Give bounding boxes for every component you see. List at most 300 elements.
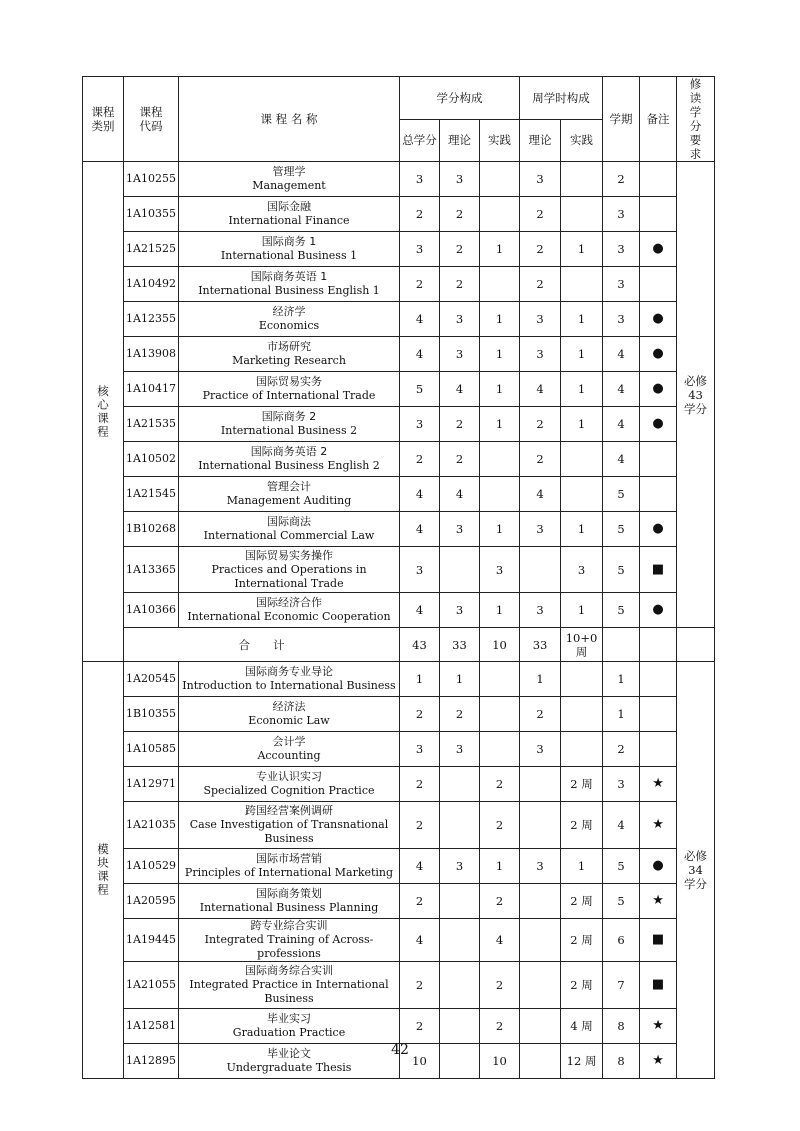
course-name-cell: [179, 884, 400, 919]
course-code: 1A10529: [124, 849, 179, 884]
table-row: [83, 302, 715, 337]
weekly-hours-practice: 1: [561, 232, 603, 267]
total-note-empty: [640, 628, 677, 662]
course-name-cell: [179, 732, 400, 767]
course-name-en: Integrated Practice in International Business: [189, 978, 389, 1005]
course-code: 1A12895: [124, 1044, 179, 1079]
course-name-cn: 跨专业综合实训: [250, 919, 328, 932]
theory-credit: 2: [440, 442, 480, 477]
practice-credit: [480, 732, 520, 767]
weekly-hours-theory: 3: [520, 849, 561, 884]
theory-credit: 3: [440, 512, 480, 547]
total-credit: 10: [400, 1044, 440, 1079]
course-code: 1A21525: [124, 232, 179, 267]
course-name-cn: 国际商务策划: [256, 887, 322, 900]
theory-credit: [440, 802, 480, 849]
weekly-hours-practice: [561, 697, 603, 732]
table-row: [83, 662, 715, 697]
theory-credit: 2: [440, 232, 480, 267]
note-symbol: ■: [640, 547, 677, 593]
course-name-cell: [179, 697, 400, 732]
table-row: [83, 802, 715, 849]
note-symbol: ●: [640, 337, 677, 372]
course-name-cn: 国际商务 2: [261, 410, 317, 423]
practice-credit: [480, 442, 520, 477]
course-name-cell: [179, 302, 400, 337]
course-name-cn: 国际商务专业导论: [245, 665, 333, 678]
header-hours-theory: 理论: [520, 119, 561, 162]
weekly-hours-practice: 1: [561, 302, 603, 337]
table-row: [83, 197, 715, 232]
theory-credit: 2: [440, 197, 480, 232]
course-name-en: International Business Planning: [199, 901, 379, 914]
theory-credit: 3: [440, 162, 480, 197]
course-name-cn: 经济学: [272, 305, 306, 318]
semester: 8: [603, 1044, 640, 1079]
total-theory-sum: 33: [440, 628, 480, 662]
total-requirement-empty: [677, 628, 715, 662]
practice-credit: 2: [480, 884, 520, 919]
course-name-en: Specialized Cognition Practice: [203, 784, 375, 797]
course-name-en: International Business 2: [220, 424, 358, 437]
weekly-hours-practice: 2 周: [561, 962, 603, 1009]
weekly-hours-theory: [520, 919, 561, 962]
header-total-credit: 总学分: [400, 119, 440, 162]
weekly-hours-theory: 1: [520, 662, 561, 697]
course-name-en: Principles of International Marketing: [184, 866, 394, 879]
total-credit: 5: [400, 372, 440, 407]
total-credit: 2: [400, 767, 440, 802]
theory-credit: [440, 884, 480, 919]
note-symbol: ■: [640, 919, 677, 962]
note-symbol: ●: [640, 512, 677, 547]
course-name-en: International Economic Cooperation: [187, 610, 391, 623]
course-code: 1A19445: [124, 919, 179, 962]
course-code: 1A21055: [124, 962, 179, 1009]
course-name-en: International Finance: [228, 214, 350, 227]
weekly-hours-practice: 1: [561, 372, 603, 407]
weekly-hours-practice: 1: [561, 512, 603, 547]
practice-credit: 3: [480, 547, 520, 593]
total-credit: 1: [400, 662, 440, 697]
practice-credit: [480, 197, 520, 232]
header-note: 备注: [640, 77, 677, 162]
semester: 5: [603, 593, 640, 628]
total-credit: 2: [400, 802, 440, 849]
weekly-hours-practice: 2 周: [561, 802, 603, 849]
weekly-hours-practice: 1: [561, 337, 603, 372]
theory-credit: [440, 767, 480, 802]
practice-credit: 2: [480, 767, 520, 802]
note-symbol: ●: [640, 407, 677, 442]
course-name-en: Case Investigation of Transnational Business: [189, 818, 389, 845]
table-row: [83, 337, 715, 372]
total-credit: 4: [400, 302, 440, 337]
course-name-cell: [179, 372, 400, 407]
course-name-en: Introduction to International Business: [182, 679, 396, 692]
weekly-hours-practice: [561, 477, 603, 512]
course-name-cn: 市场研究: [267, 340, 311, 353]
course-name-cell: [179, 547, 400, 593]
course-code: 1A10492: [124, 267, 179, 302]
total-label: 合 计: [124, 628, 400, 662]
category-cell: [83, 162, 124, 662]
total-hours-practice: 10+0 周: [561, 628, 603, 662]
weekly-hours-theory: 3: [520, 732, 561, 767]
header-category: 课程类别: [83, 77, 124, 162]
practice-credit: [480, 477, 520, 512]
course-name-cn: 国际市场营销: [256, 852, 322, 865]
note-symbol: ★: [640, 767, 677, 802]
note-symbol: [640, 267, 677, 302]
table-row: [83, 162, 715, 197]
table-row: [83, 512, 715, 547]
total-credit: 4: [400, 512, 440, 547]
note-symbol: ●: [640, 372, 677, 407]
practice-credit: 1: [480, 849, 520, 884]
note-symbol: [640, 477, 677, 512]
course-code: 1B10268: [124, 512, 179, 547]
course-name-cell: [179, 442, 400, 477]
header-semester: 学期: [603, 77, 640, 162]
total-credit: 2: [400, 197, 440, 232]
course-name-en: Management Auditing: [226, 494, 352, 507]
practice-credit: 1: [480, 512, 520, 547]
category-cell: [83, 662, 124, 1079]
course-name-cell: [179, 593, 400, 628]
semester: 4: [603, 802, 640, 849]
note-symbol: [640, 197, 677, 232]
practice-credit: [480, 662, 520, 697]
course-name-cell: [179, 962, 400, 1009]
course-name-cn: 管理会计: [267, 480, 311, 493]
weekly-hours-practice: 4 周: [561, 1009, 603, 1044]
weekly-hours-theory: 4: [520, 477, 561, 512]
course-name-cn: 国际商务英语 1: [250, 270, 328, 283]
semester: 3: [603, 232, 640, 267]
course-name-cell: [179, 802, 400, 849]
course-name-en: Economics: [258, 319, 320, 332]
theory-credit: [440, 962, 480, 1009]
semester: 4: [603, 337, 640, 372]
note-symbol: ●: [640, 849, 677, 884]
total-credit: 2: [400, 697, 440, 732]
header-hours-practice: 实践: [561, 119, 603, 162]
total-credit: 4: [400, 919, 440, 962]
course-name-en: International Business English 1: [198, 284, 380, 297]
theory-credit: 3: [440, 337, 480, 372]
theory-credit: [440, 1009, 480, 1044]
weekly-hours-practice: [561, 162, 603, 197]
course-name-en: Undergraduate Thesis: [226, 1061, 352, 1074]
header-name: 课 程 名 称: [179, 77, 400, 162]
semester: 7: [603, 962, 640, 1009]
total-practice-sum: 10: [480, 628, 520, 662]
requirement-cell: 必修43学分: [677, 162, 715, 628]
weekly-hours-theory: 3: [520, 337, 561, 372]
practice-credit: 1: [480, 372, 520, 407]
course-name-en: International Commercial Law: [203, 529, 375, 542]
semester: 2: [603, 732, 640, 767]
course-code: 1A10366: [124, 593, 179, 628]
table-row: [83, 267, 715, 302]
total-credit: 3: [400, 732, 440, 767]
course-name-en: Graduation Practice: [232, 1026, 346, 1039]
course-code: 1A10255: [124, 162, 179, 197]
course-name-cn: 国际贸易实务操作: [245, 548, 333, 562]
practice-credit: [480, 697, 520, 732]
weekly-hours-theory: 4: [520, 372, 561, 407]
weekly-hours-theory: 2: [520, 197, 561, 232]
semester: 5: [603, 884, 640, 919]
note-symbol: ●: [640, 232, 677, 267]
theory-credit: [440, 547, 480, 593]
weekly-hours-practice: 3: [561, 547, 603, 593]
course-name-en: International Business 1: [220, 249, 358, 262]
course-name-cell: [179, 267, 400, 302]
course-name-en: International Business English 2: [198, 459, 380, 472]
semester: 5: [603, 547, 640, 593]
course-name-cn: 会计学: [272, 735, 306, 748]
weekly-hours-theory: 2: [520, 232, 561, 267]
weekly-hours-practice: 2 周: [561, 919, 603, 962]
weekly-hours-practice: 2 周: [561, 884, 603, 919]
weekly-hours-practice: 1: [561, 593, 603, 628]
practice-credit: 2: [480, 1009, 520, 1044]
weekly-hours-theory: 3: [520, 593, 561, 628]
weekly-hours-practice: [561, 442, 603, 477]
course-name-cell: [179, 512, 400, 547]
semester: 5: [603, 512, 640, 547]
theory-credit: 3: [440, 732, 480, 767]
weekly-hours-theory: [520, 1009, 561, 1044]
note-symbol: ★: [640, 1009, 677, 1044]
semester: 5: [603, 849, 640, 884]
course-name-cell: [179, 337, 400, 372]
course-name-cn: 跨国经营案例调研: [245, 804, 333, 817]
table-row: [83, 1009, 715, 1044]
note-symbol: ■: [640, 962, 677, 1009]
theory-credit: 3: [440, 302, 480, 337]
table-row: [83, 767, 715, 802]
theory-credit: [440, 919, 480, 962]
course-name-cn: 国际金融: [267, 200, 311, 213]
total-credit: 3: [400, 407, 440, 442]
practice-credit: 10: [480, 1044, 520, 1079]
semester: 5: [603, 477, 640, 512]
table-row: [83, 962, 715, 1009]
weekly-hours-theory: [520, 547, 561, 593]
semester: 3: [603, 267, 640, 302]
semester: 4: [603, 372, 640, 407]
course-code: 1A12971: [124, 767, 179, 802]
practice-credit: 1: [480, 407, 520, 442]
note-symbol: [640, 662, 677, 697]
table-row: [83, 477, 715, 512]
course-code: 1B10355: [124, 697, 179, 732]
total-row: [83, 628, 715, 662]
course-code: 1A21545: [124, 477, 179, 512]
course-table: [82, 76, 715, 1079]
table-row: [83, 407, 715, 442]
theory-credit: 4: [440, 477, 480, 512]
table-row: [83, 919, 715, 962]
course-name-cell: [179, 197, 400, 232]
course-name-en: Management: [252, 179, 326, 192]
total-hours-theory: 33: [520, 628, 561, 662]
course-name-cell: [179, 849, 400, 884]
course-name-en: Practice of International Trade: [202, 389, 376, 402]
weekly-hours-theory: [520, 884, 561, 919]
practice-credit: [480, 267, 520, 302]
weekly-hours-theory: [520, 962, 561, 1009]
course-name-cell: [179, 477, 400, 512]
course-name-cell: [179, 662, 400, 697]
total-credit: 2: [400, 962, 440, 1009]
weekly-hours-practice: 2 周: [561, 767, 603, 802]
table-row: [83, 372, 715, 407]
semester: 3: [603, 197, 640, 232]
weekly-hours-practice: [561, 732, 603, 767]
semester: 2: [603, 162, 640, 197]
note-symbol: [640, 162, 677, 197]
table-row: [83, 884, 715, 919]
note-symbol: ★: [640, 884, 677, 919]
table-row: [83, 697, 715, 732]
weekly-hours-theory: 3: [520, 512, 561, 547]
course-name-en: Accounting: [257, 749, 321, 762]
header-practice: 实践: [480, 119, 520, 162]
course-name-en: Integrated Training of Across-professions: [204, 933, 374, 960]
course-name-cell: [179, 767, 400, 802]
note-symbol: ★: [640, 802, 677, 849]
practice-credit: 1: [480, 337, 520, 372]
note-symbol: [640, 442, 677, 477]
theory-credit: 1: [440, 662, 480, 697]
total-credit-sum: 43: [400, 628, 440, 662]
weekly-hours-theory: 2: [520, 407, 561, 442]
total-credit: 4: [400, 337, 440, 372]
header-requirement: 修读学分要求: [677, 77, 715, 162]
course-name-en: Marketing Research: [232, 354, 346, 367]
total-credit: 3: [400, 162, 440, 197]
total-credit: 3: [400, 232, 440, 267]
weekly-hours-practice: 1: [561, 407, 603, 442]
course-name-cn: 经济法: [272, 700, 306, 713]
note-symbol: ●: [640, 302, 677, 337]
course-code: 1A21535: [124, 407, 179, 442]
header-hours-group: 周学时构成: [520, 77, 603, 120]
course-name-cn: 国际商法: [267, 515, 311, 528]
table-row: [83, 849, 715, 884]
weekly-hours-practice: 12 周: [561, 1044, 603, 1079]
weekly-hours-theory: 3: [520, 162, 561, 197]
course-name-cn: 毕业实习: [267, 1012, 311, 1025]
note-symbol: ★: [640, 1044, 677, 1079]
theory-credit: 2: [440, 407, 480, 442]
weekly-hours-practice: [561, 267, 603, 302]
course-name-cn: 国际商务英语 2: [250, 445, 328, 458]
table-row: [83, 547, 715, 593]
total-semester-empty: [603, 628, 640, 662]
page-number: 42: [391, 1042, 409, 1058]
weekly-hours-theory: [520, 802, 561, 849]
course-code: 1A21035: [124, 802, 179, 849]
course-name-cn: 毕业论文: [267, 1047, 311, 1060]
weekly-hours-practice: [561, 197, 603, 232]
course-name-cn: 国际贸易实务: [256, 375, 322, 388]
header-credit-group: 学分构成: [400, 77, 520, 120]
practice-credit: 4: [480, 919, 520, 962]
weekly-hours-theory: [520, 767, 561, 802]
semester: 4: [603, 442, 640, 477]
semester: 6: [603, 919, 640, 962]
note-symbol: [640, 697, 677, 732]
theory-credit: 3: [440, 849, 480, 884]
weekly-hours-theory: 2: [520, 442, 561, 477]
note-symbol: [640, 732, 677, 767]
total-credit: 3: [400, 547, 440, 593]
category-label: 核心课程: [96, 384, 110, 439]
course-code: 1A20545: [124, 662, 179, 697]
semester: 1: [603, 697, 640, 732]
course-code: 1A12355: [124, 302, 179, 337]
practice-credit: 1: [480, 302, 520, 337]
total-credit: 2: [400, 1009, 440, 1044]
theory-credit: 2: [440, 697, 480, 732]
course-name-cell: [179, 162, 400, 197]
theory-credit: 4: [440, 372, 480, 407]
course-code: 1A10585: [124, 732, 179, 767]
weekly-hours-theory: 3: [520, 302, 561, 337]
course-name-cn: 国际商务 1: [261, 235, 317, 248]
table-row: [83, 732, 715, 767]
header-theory: 理论: [440, 119, 480, 162]
note-symbol: ●: [640, 593, 677, 628]
course-code: 1A10355: [124, 197, 179, 232]
course-code: 1A13908: [124, 337, 179, 372]
total-credit: 2: [400, 884, 440, 919]
semester: 4: [603, 407, 640, 442]
course-name-en: Economic Law: [248, 714, 330, 727]
table-row: [83, 232, 715, 267]
total-credit: 2: [400, 267, 440, 302]
weekly-hours-theory: 2: [520, 697, 561, 732]
semester: 8: [603, 1009, 640, 1044]
practice-credit: 2: [480, 962, 520, 1009]
semester: 3: [603, 302, 640, 337]
category-label: 模块课程: [96, 843, 110, 897]
total-credit: 4: [400, 593, 440, 628]
practice-credit: 2: [480, 802, 520, 849]
course-name-cell: [179, 1009, 400, 1044]
course-name-cn: 管理学: [272, 165, 306, 178]
course-code: 1A10417: [124, 372, 179, 407]
table-body: [83, 162, 715, 1079]
course-name-cn: 专业认识实习: [256, 770, 322, 783]
weekly-hours-practice: 1: [561, 849, 603, 884]
weekly-hours-practice: [561, 662, 603, 697]
header-code: 课程代码: [124, 77, 179, 162]
course-code: 1A13365: [124, 547, 179, 593]
semester: 1: [603, 662, 640, 697]
practice-credit: 1: [480, 593, 520, 628]
weekly-hours-theory: 2: [520, 267, 561, 302]
course-name-cell: [179, 919, 400, 962]
table-row: [83, 442, 715, 477]
course-name-cn: 国际经济合作: [256, 596, 322, 609]
course-name-en: Practices and Operations in International Trade: [211, 562, 367, 590]
